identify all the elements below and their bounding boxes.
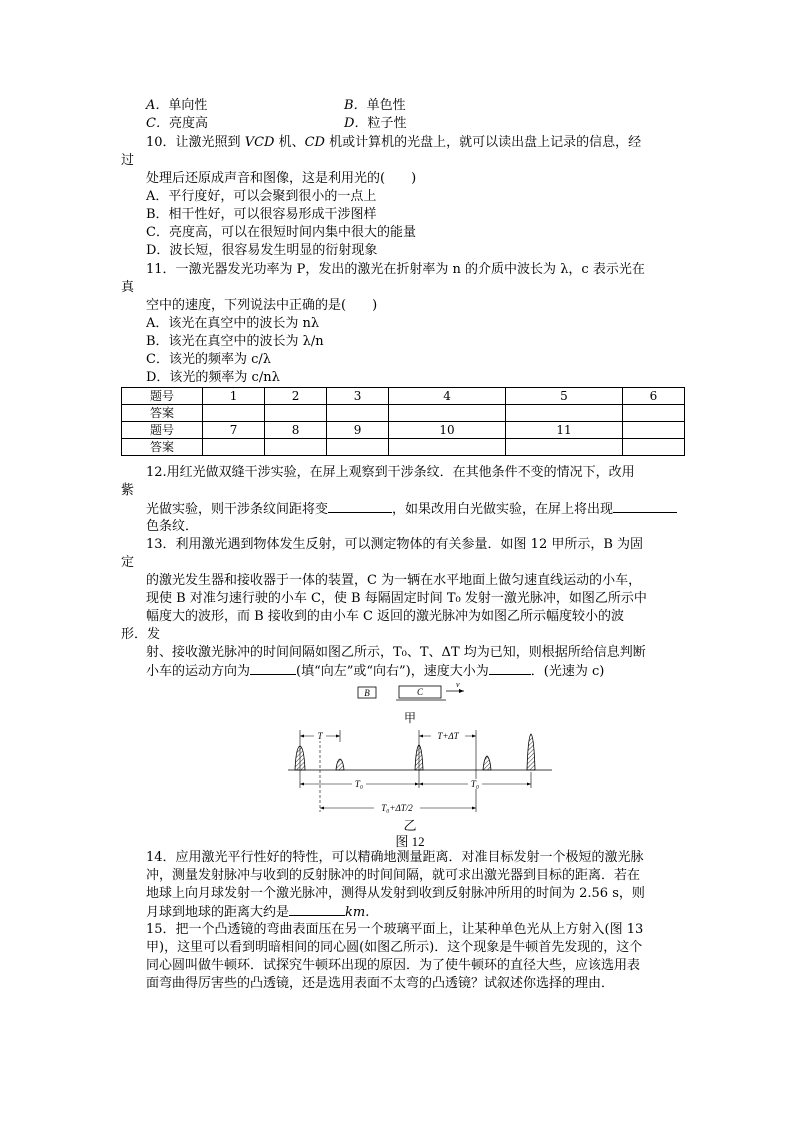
q13-stem-line5: 射、接收激光脉冲的时间间隔如图乙所示，T₀、T、ΔT 均为已知，则根据所给信息判断: [146, 645, 646, 660]
option-letter: D．: [344, 116, 368, 131]
arrowhead-icon: [459, 689, 464, 693]
answer-cell[interactable]: [506, 405, 623, 422]
table-row: [122, 439, 685, 456]
answer-cell[interactable]: [622, 439, 684, 456]
q14-stem-line4: [146, 903, 369, 922]
q13-stem-line2: 的激光发生器和接收器于一体的装置，C 为一辆在水平地面上做匀速直线运动的小车，: [146, 573, 642, 588]
q13-blank-speed[interactable]: [489, 662, 531, 675]
q13-stem-line3: 现使 B 对准匀速行驶的小车 C，使 B 每隔固定时间 T₀ 发射一激光脉冲，如图乙所示中: [146, 591, 647, 606]
option-text: 单向性: [168, 98, 208, 113]
q10-wrap-char: 过: [121, 153, 135, 168]
q9-option-b: [344, 97, 406, 115]
label-t0-b: T₀: [470, 779, 480, 789]
q13-wrap-char: 定: [121, 555, 135, 570]
question-number-cell: 11: [506, 422, 623, 439]
q14-unit: km.: [345, 905, 370, 920]
question-number-cell: 7: [203, 422, 265, 439]
q10-option-d: D．波长短，很容易发生明显的衍射现象: [146, 243, 378, 258]
pulse-small-2: [483, 756, 491, 770]
figure-12: [280, 680, 560, 850]
question-number-cell: 6: [622, 388, 684, 405]
q10-option-a: A．平行度好，可以会聚到很小的一点上: [146, 189, 377, 204]
q11-option-a: A．该光在真空中的波长为 nλ: [146, 316, 320, 331]
q10-option-c: C．亮度高，可以在很短时间内集中很大的能量: [146, 225, 416, 240]
q11-option-d: D．该光的频率为 c/nλ: [146, 370, 280, 385]
question-number-cell: 9: [327, 422, 389, 439]
question-number-cell: 1: [203, 388, 265, 405]
option-letter: B．: [344, 98, 367, 113]
option-text: 亮度高: [168, 116, 208, 131]
q10-text-part: 机或计算机的光盘上，就可以读出盘上记录的信息，经: [324, 135, 642, 150]
q9-option-c: [146, 115, 208, 133]
q14-stem-line3: 地球上向月球发射一个激光脉冲，测得从发射到收到反射脉冲所用的时间为 2.56 s，则: [146, 886, 645, 901]
question-number-cell: 2: [265, 388, 327, 405]
q13-wrap-chars: 形．发: [121, 627, 161, 642]
label-b: B: [364, 688, 370, 698]
answer-cell[interactable]: [265, 439, 327, 456]
answer-table: [121, 387, 685, 456]
answer-cell[interactable]: [265, 405, 327, 422]
q14-text-part: 月球到地球的距离大约是: [146, 905, 290, 920]
option-letter: C．: [146, 116, 169, 131]
q12-blank-1[interactable]: [328, 500, 392, 513]
question-number-cell: 4: [389, 388, 506, 405]
pulse-small-1: [336, 759, 344, 770]
label-t0-a: T₀: [354, 779, 364, 789]
question-number-cell: 8: [265, 422, 327, 439]
q10-text-part: 10．让激光照到: [146, 135, 245, 150]
q10-cd: CD: [304, 135, 325, 150]
q14-stem-line2: 冲，测量发射脉冲与收到的反射脉冲的时间间隔，就可求出激光器到目标的距离．若在: [146, 868, 641, 883]
label-t0-half: T₀+ΔT/2: [381, 803, 413, 813]
caption-yi: 乙: [403, 818, 417, 833]
q9-option-a: [146, 97, 207, 115]
q15-stem-line4: 面弯曲得厉害些的凸透镜，还是选用表面不太弯的凸透镜？试叙述你选择的理由．: [146, 976, 615, 991]
table-row: [122, 405, 685, 422]
answer-cell[interactable]: [622, 405, 684, 422]
q13-text-part: (填“向左”或“向右”)，速度大小为: [296, 664, 489, 679]
label-v: v: [456, 680, 460, 689]
question-number-cell: [622, 422, 684, 439]
pulse-large-3: [527, 734, 535, 770]
question-number-cell: 3: [327, 388, 389, 405]
q10-vcd: VCD: [244, 135, 275, 150]
label-t-dt: T+ΔT: [437, 731, 459, 741]
q13-blank-direction[interactable]: [250, 662, 296, 675]
q12-stem-line2: [146, 500, 677, 519]
q11-stem-line2: 空中的速度，下列说法中正确的是( ): [146, 298, 378, 313]
q15-stem-line3: 同心圆叫做牛顿环．试探究牛顿环出现的原因．为了使牛顿环的直径大些，应该选用表: [146, 958, 641, 973]
question-number-cell: 5: [506, 388, 623, 405]
q14-blank[interactable]: [289, 903, 345, 916]
q12-wrap-char: 紫: [121, 483, 135, 498]
q13-stem-line1: 13．利用激光遇到物体发生反射，可以测定物体的有关参量．如图 12 甲所示，B 为固: [146, 537, 644, 552]
row-label: 答案: [122, 439, 203, 456]
question-number-cell: 10: [389, 422, 506, 439]
label-t: T: [317, 731, 323, 741]
q12-stem-line3: 色条纹．: [146, 519, 199, 534]
answer-cell[interactable]: [327, 405, 389, 422]
q10-text-part: 机、: [274, 135, 305, 150]
label-c: C: [416, 687, 424, 697]
q12-stem-line1: 12.用红光做双缝干涉实验，在屏上观察到干涉条纹．在其他条件不变的情况下，改用: [146, 465, 635, 480]
q11-option-b: B．该光在真空中的波长为 λ/n: [146, 334, 324, 349]
q13-text-part: 小车的运动方向为: [146, 664, 251, 679]
q15-stem-line2: 甲)，这里可以看到明暗相间的同心圆(如图乙所示)．这个现象是牛顿首先发现的，这个: [146, 940, 643, 955]
q11-option-c: C．该光的频率为 c/λ: [146, 352, 271, 367]
q12-text-part: ，如果改用白光做实验，在屏上将出现: [392, 502, 614, 517]
q12-text-part: 光做实验，则干涉条纹间距将变: [146, 502, 329, 517]
answer-cell[interactable]: [203, 405, 265, 422]
caption-jia: 甲: [403, 711, 417, 725]
q10-stem-line1: [146, 134, 641, 152]
q12-blank-2[interactable]: [613, 500, 677, 513]
option-text: 单色性: [366, 98, 406, 113]
row-label: 答案: [122, 405, 203, 422]
row-label: 题号: [122, 388, 203, 405]
answer-cell[interactable]: [327, 439, 389, 456]
answer-cell[interactable]: [389, 439, 506, 456]
figure-caption: 图 12: [395, 834, 425, 849]
q11-stem-line1: 11．一激光器发光功率为 P，发出的激光在折射率为 n 的介质中波长为 λ，c 表示光在: [146, 262, 645, 277]
q15-stem-line1: 15．把一个凸透镜的弯曲表面压在另一个玻璃平面上，让某种单色光从上方射入(图 13: [146, 922, 644, 937]
option-letter: A．: [146, 98, 169, 113]
answer-cell[interactable]: [389, 405, 506, 422]
q13-stem-line4: 幅度大的波形，而 B 接收到的由小车 C 返回的激光脉冲为如图乙所示幅度较小的波: [146, 609, 625, 624]
table-row: [122, 422, 685, 439]
answer-cell[interactable]: [203, 439, 265, 456]
option-text: 粒子性: [367, 116, 407, 131]
q9-option-d: [344, 115, 406, 133]
q10-stem-line2: 处理后还原成声音和图像，这是利用光的( ): [146, 171, 417, 186]
q10-option-b: B．相干性好，可以很容易形成干涉图样: [146, 207, 377, 222]
q14-stem-line1: 14．应用激光平行性好的特性，可以精确地测量距离．对准目标发射一个极短的激光脉: [146, 850, 644, 865]
q13-stem-line6: [146, 662, 604, 681]
q13-text-part: ．(光速为 c): [530, 664, 605, 679]
answer-cell[interactable]: [506, 439, 623, 456]
row-label: 题号: [122, 422, 203, 439]
q11-wrap-char: 真: [121, 280, 135, 295]
table-row: [122, 388, 685, 405]
